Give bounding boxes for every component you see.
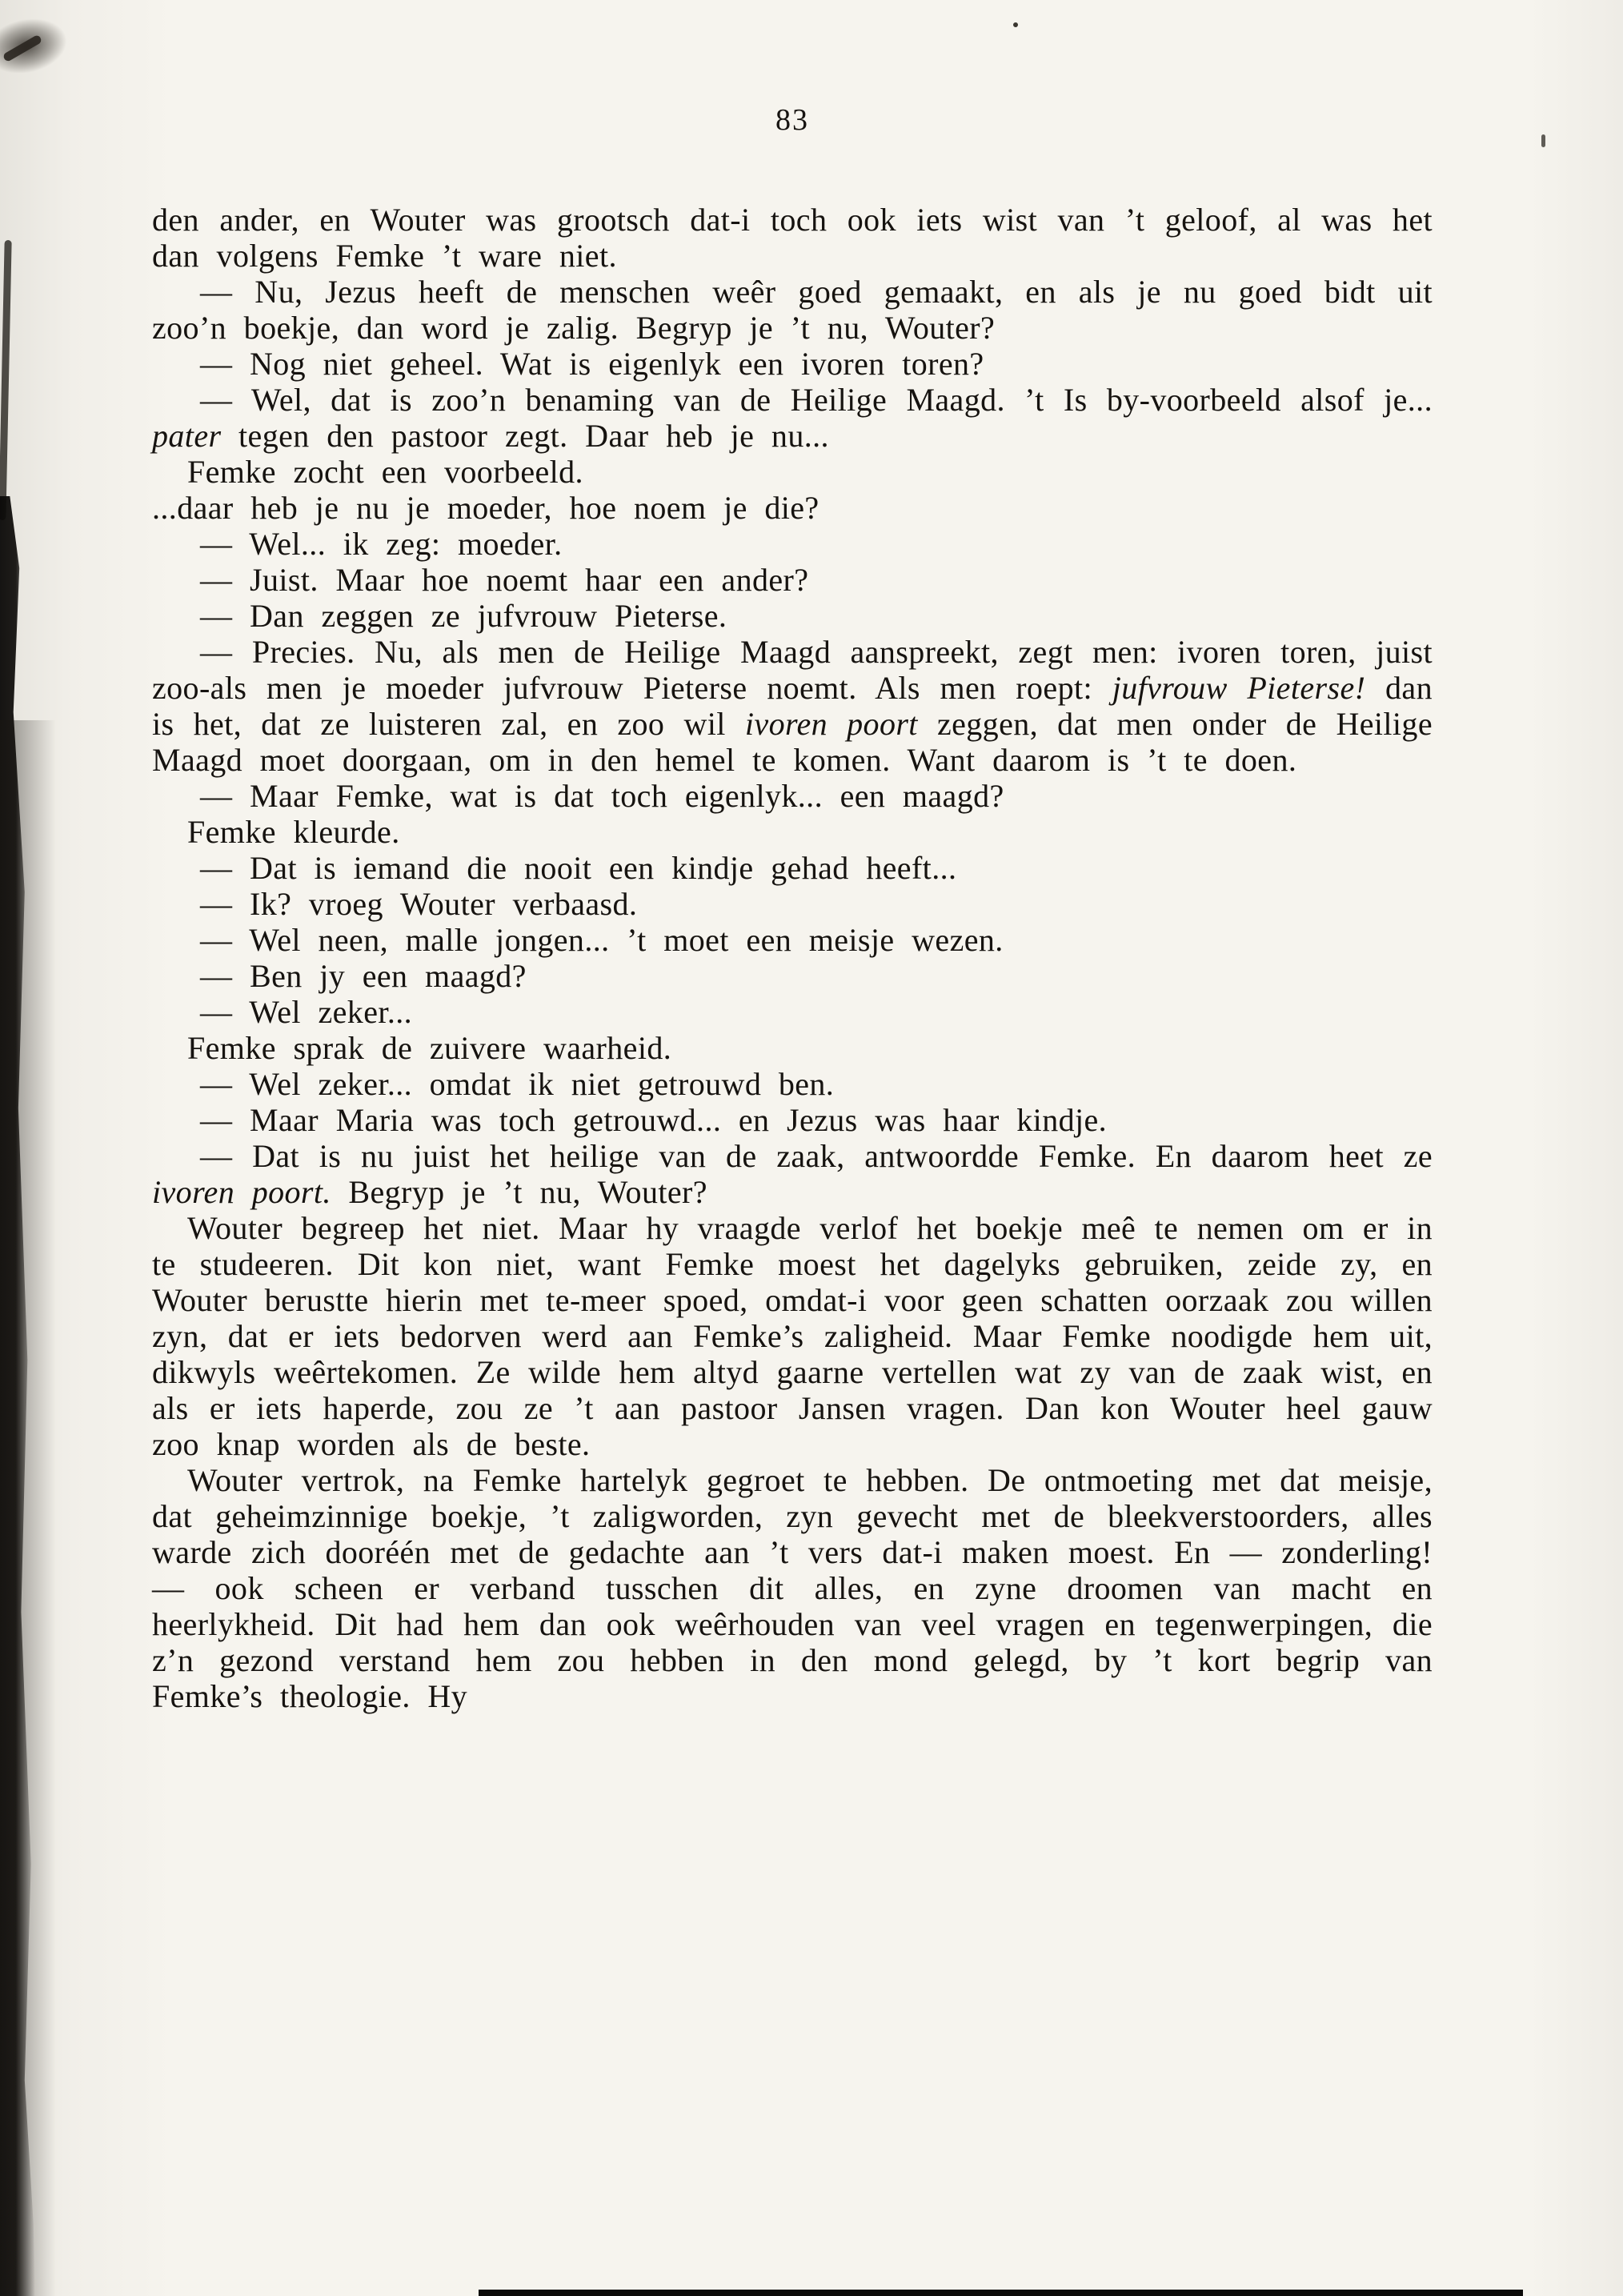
paragraph — [152, 274, 1433, 346]
paragraph — [152, 886, 1433, 922]
italic-text: jufvrouw Pieterse! — [1112, 670, 1366, 706]
ink-speck — [1541, 134, 1545, 147]
text-segment: — Nu, Jezus heeft de menschen weêr goed gemaakt, en als je nu goed bidt uit zoo’n boekje, dan word je zalig. Begryp je ’t nu, Wouter? — [152, 274, 1433, 346]
text-segment: Femke kleurde. — [187, 814, 400, 850]
text-segment: — Wel neen, malle jongen... ’t moet een meisje wezen. — [200, 922, 1004, 958]
text-segment: — Wel, dat is zoo’n benaming van de Heilige Maagd. ’t Is by-voorbeeld alsof je... — [200, 382, 1433, 418]
paragraph — [152, 1030, 1433, 1066]
paragraph — [152, 778, 1433, 814]
paragraph — [152, 850, 1433, 886]
paragraph — [152, 598, 1433, 634]
binding-shadow-soft-artifact — [0, 720, 56, 2296]
text-segment: — Maar Femke, wat is dat toch eigenlyk... een maagd? — [200, 778, 1004, 814]
text-segment: — Ben jy een maagd? — [200, 958, 527, 994]
text-segment: den ander, en Wouter was grootsch dat-i toch ook iets wist van ’t geloof, al was het dan volgens Femke ’t ware niet. — [152, 202, 1433, 274]
text-segment: ...daar heb je nu je moeder, hoe noem je die? — [152, 490, 820, 526]
text-segment: Wouter begreep het niet. Maar hy vraagde verlof het boekje meê te nemen om er in te studeeren. Dit kon niet, want Femke moest het dagelyks gebruiken, zeide zy, en Wouter berustte hierin met te-meer spoed, omdat-i voor geen schatten oorzaak zou willen zyn, dat er iets bedorven werd aan Femke’s zaligheid. Maar Femke noodigde hem uit, dikwyls weêrtekomen. Ze wilde hem altyd gaarne vertellen wat zy van de zaak wist, en als er iets haperde, zou ze ’t aan pastoor Jansen vragen. Dan kon Wouter heel gauw zoo knap worden als de beste. — [152, 1210, 1433, 1462]
paragraph — [152, 382, 1433, 454]
paragraph — [152, 526, 1433, 562]
ink-speck — [1013, 22, 1018, 27]
text-segment: — Maar Maria was toch getrouwd... en Jezus was haar kindje. — [200, 1102, 1108, 1138]
paragraph — [152, 958, 1433, 994]
text-segment: Begryp je ’t nu, Wouter? — [331, 1174, 707, 1210]
text-segment: — Dat is nu juist het heilige van de zaak, antwoordde Femke. En daarom heet ze — [200, 1138, 1433, 1174]
italic-text: ivoren poort — [744, 706, 918, 742]
text-segment: — Juist. Maar hoe noemt haar een ander? — [200, 562, 809, 598]
paragraph — [152, 1102, 1433, 1138]
text-segment: — Nog niet geheel. Wat is eigenlyk een ivoren toren? — [200, 346, 984, 382]
page-text — [152, 202, 1433, 1714]
italic-text: ivoren poort. — [152, 1174, 331, 1210]
paragraph — [152, 1210, 1433, 1462]
text-segment: — Precies. Nu, als men de Heilige Maagd aanspreekt, zegt men: ivoren toren, juist zoo-als men je moeder jufvrouw Pieterse noemt. Als men roept: — [152, 634, 1433, 706]
text-segment: Wouter vertrok, na Femke hartelyk gegroet te hebben. De ontmoeting met dat meisje, dat geheimzinnige boekje, ’t zaligworden, zyn gevecht met de bleekverstoorders, alles warde zich dooréén met de gedachte aan ’t vers dat-i maken moest. En — zonderling! — ook scheen er verband tusschen dit alles, en zyne droomen van macht en heerlykheid. Dit had hem dan ook weêrhouden van veel vragen en tegenwerpingen, die z’n gezond verstand hem zou hebben in den mond gelegd, by ’t kort begrip van Femke’s theologie. Hy — [152, 1462, 1433, 1714]
corner-smudge-artifact — [0, 4, 94, 90]
text-segment: — Wel zeker... — [200, 994, 413, 1030]
binding-streak-artifact — [0, 240, 12, 520]
text-segment: — Wel... ik zeg: moeder. — [200, 526, 563, 562]
text-segment: — Wel zeker... omdat ik niet getrouwd ben. — [200, 1066, 835, 1102]
text-segment: — Dat is iemand die nooit een kindje gehad heeft... — [200, 850, 957, 886]
text-segment: — Ik? vroeg Wouter verbaasd. — [200, 886, 638, 922]
page-number: 83 — [775, 103, 809, 137]
paragraph — [152, 922, 1433, 958]
paragraph — [152, 994, 1433, 1030]
paragraph — [152, 634, 1433, 778]
italic-text: pater — [152, 418, 222, 454]
text-segment: dan is het, dat ze luisteren zal, en zoo wil — [152, 670, 1433, 742]
paragraph — [152, 490, 1433, 526]
paragraph — [152, 346, 1433, 382]
paragraph — [152, 814, 1433, 850]
paragraph — [152, 1066, 1433, 1102]
bottom-scan-line-artifact — [479, 2290, 1523, 2296]
paragraph — [152, 1462, 1433, 1714]
text-segment: Femke sprak de zuivere waarheid. — [187, 1030, 672, 1066]
corner-smudge-core — [2, 34, 43, 63]
text-segment: — Dan zeggen ze jufvrouw Pieterse. — [200, 598, 727, 634]
text-segment: tegen den pastoor zegt. Daar heb je nu... — [221, 418, 829, 454]
paragraph — [152, 454, 1433, 490]
paragraph — [152, 562, 1433, 598]
paragraph — [152, 1138, 1433, 1210]
text-segment: zeggen, dat men onder de Heilige Maagd moet doorgaan, om in den hemel te komen. Want daarom is ’t te doen. — [152, 706, 1433, 778]
paragraph — [152, 202, 1433, 274]
text-segment: Femke zocht een voorbeeld. — [187, 454, 583, 490]
